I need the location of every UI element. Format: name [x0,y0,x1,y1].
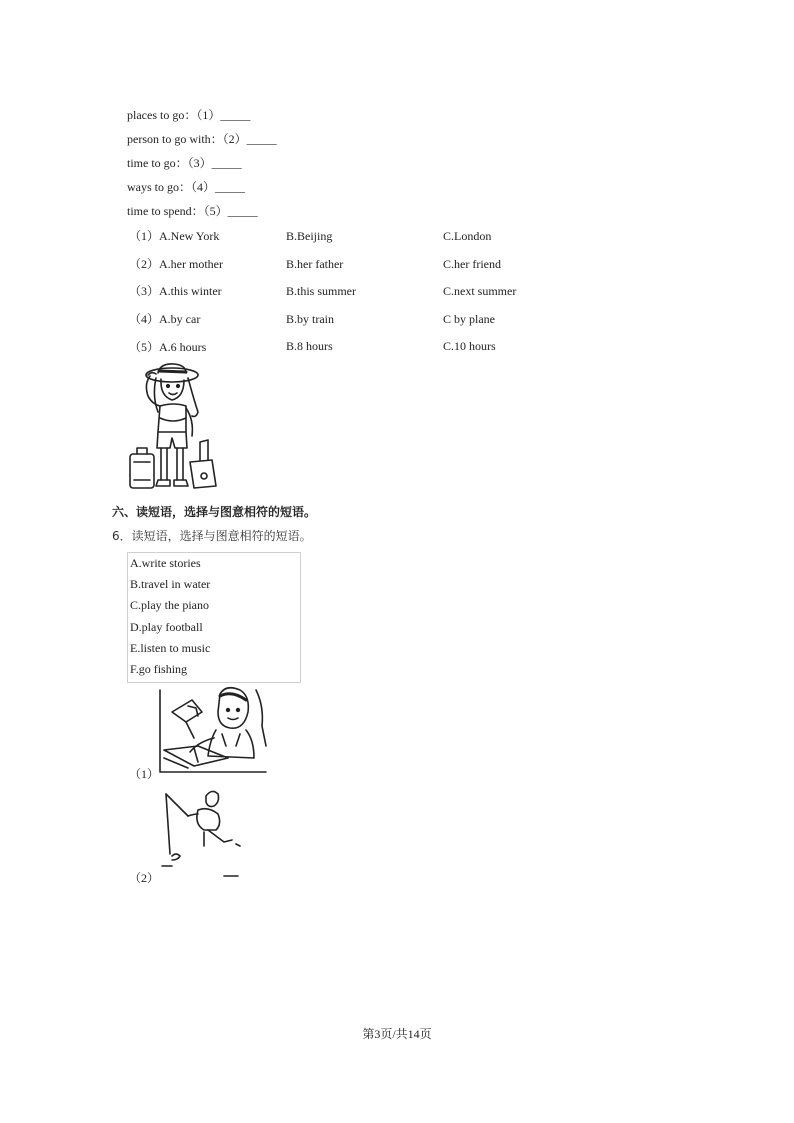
option-1a: （1）A.New York [129,229,220,243]
writing-person-picture [158,686,268,774]
phrase-a: A.write stories [130,556,201,570]
page-footer: 第3页/共14页 [362,1027,432,1041]
girl-with-luggage-illustration [128,362,220,496]
phrase-box [127,552,301,683]
option-3b: B.this summer [286,284,357,298]
info-line-ways: ways to go：（4）_____ [127,180,245,194]
question-6: 6．读短语，选择与图意相符的短语。 [112,529,312,543]
phrase-e: E.listen to music [130,641,211,655]
option-4b: B.by train [286,312,334,326]
info-line-spend: time to spend：（5）_____ [127,204,258,218]
option-3a: （3）A.this winter [129,284,222,298]
option-1b: B.Beijing [286,229,333,243]
info-line-person: person to go with：（2）_____ [127,132,277,146]
option-5c: C.10 hours [443,339,496,353]
option-5a: （5）A.6 hours [129,340,207,354]
option-3c: C.next summer [443,284,517,298]
option-2a: （2）A.her mother [129,257,223,271]
option-5b: B.8 hours [286,339,333,353]
section-title: 六、读短语，选择与图意相符的短语。 [112,505,317,519]
fishing-person-picture [158,784,244,880]
info-line-places: places to go：（1）_____ [127,108,251,122]
phrase-d: D.play football [130,620,203,634]
phrase-b: B.travel in water [130,577,211,591]
phrase-c: C.play the piano [130,598,209,612]
option-4c: C by plane [443,312,495,326]
option-1c: C.London [443,229,492,243]
picture-label-2: （2） [129,871,160,885]
option-2b: B.her father [286,257,344,271]
picture-label-1: （1） [129,767,160,781]
option-2c: C.her friend [443,257,501,271]
phrase-f: F.go fishing [130,662,188,676]
info-line-time: time to go：（3）_____ [127,156,242,170]
option-4a: （4）A.by car [129,312,201,326]
